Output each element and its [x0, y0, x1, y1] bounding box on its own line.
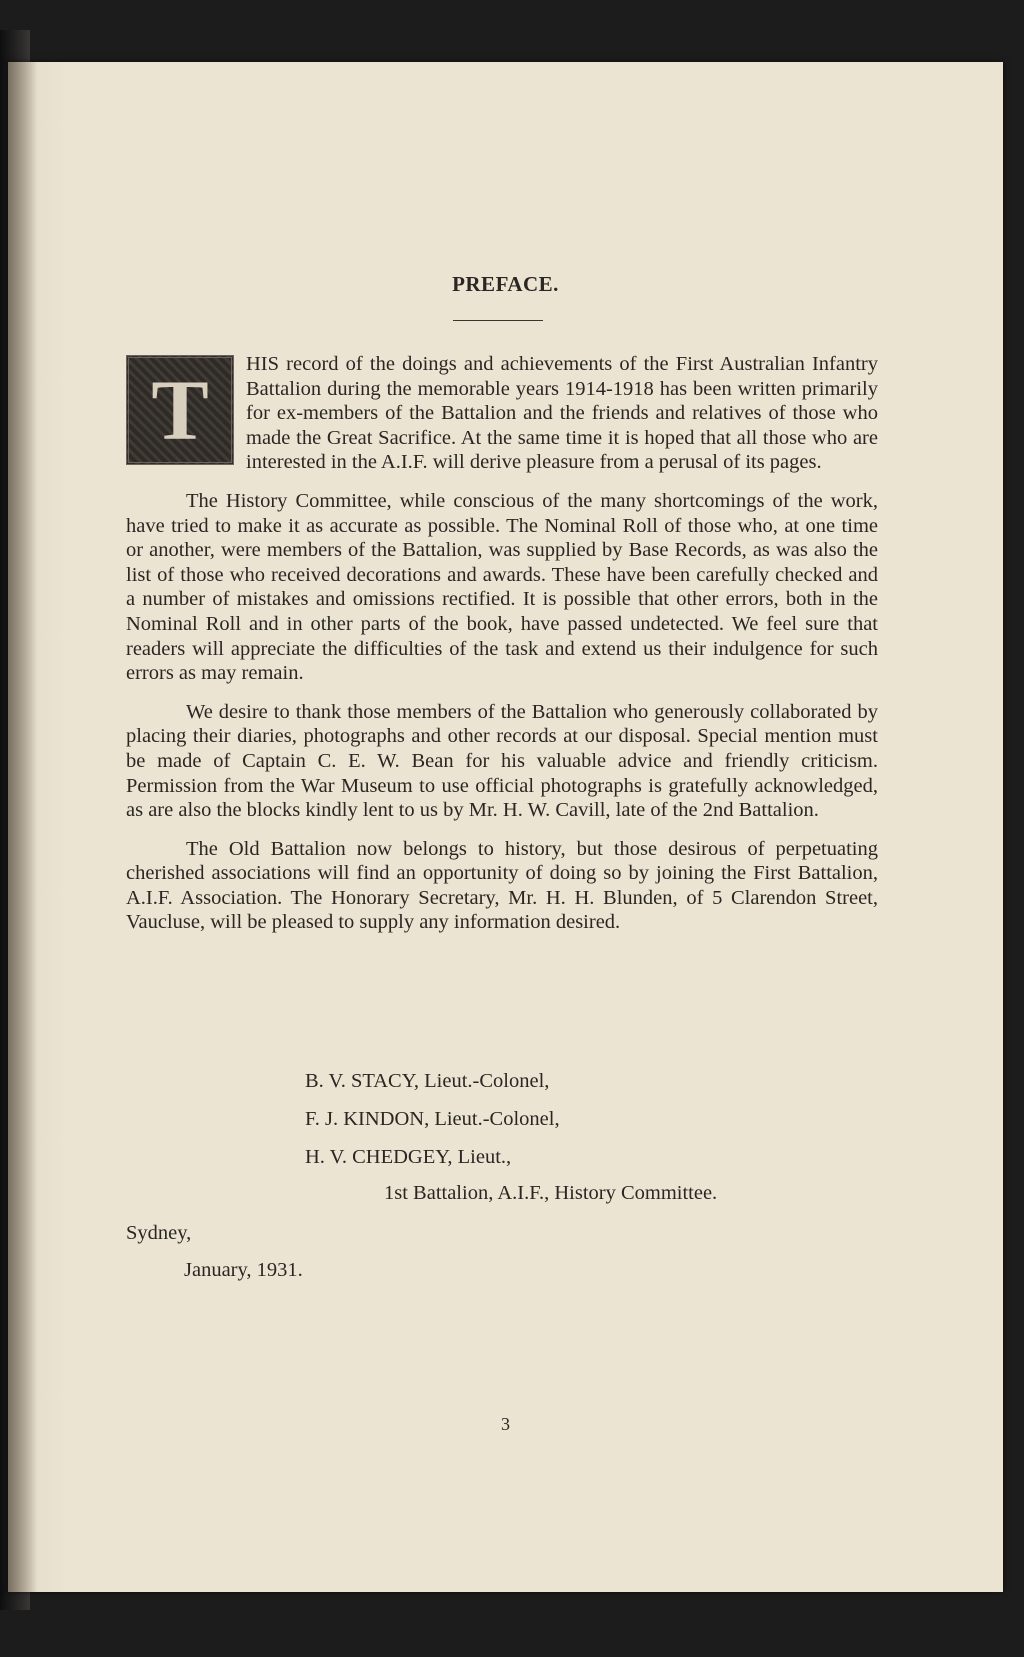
paragraph-1 — [126, 352, 878, 475]
book-page — [8, 62, 1003, 1592]
paragraph-4: The Old Battalion now belongs to history, but those desirous of perpetuating cherished associations will find an opportunity of doing so by joining the First Battalion, A.I.F. Association. The Honorary Secretary, Mr. H. H. Blunden, of 5 Clarendon Street, Vaucluse, will be pleased to supply any information desired. — [126, 837, 878, 934]
signatory-3: H. V. CHEDGEY, Lieut., — [305, 1146, 512, 1168]
signatory-1: B. V. STACY, Lieut.-Colonel, — [305, 1070, 550, 1092]
paragraph-2: The History Committee, while conscious of the many shortcomings of the work, have tried to make it as accurate as possible. The Nominal Roll of those who, at one time or another, were members of the Battalion, was supplied by Base Records, as was also the list of those who received decorations and awards. These have been carefully checked and a number of mistakes and omissions rectified. It is possible that other errors, both in the Nominal Roll and in other parts of the book, have passed undetected. We feel sure that readers will appreciate the difficulties of the task and extend us their indulgence for such errors as may remain. — [126, 489, 878, 685]
page-title: PREFACE. — [452, 272, 559, 296]
signatory-2: F. J. KINDON, Lieut.-Colonel, — [305, 1108, 560, 1130]
committee-line: 1st Battalion, A.I.F., History Committee. — [384, 1182, 718, 1204]
ornamental-drop-cap: T — [126, 355, 234, 465]
place-line: Sydney, — [126, 1222, 192, 1244]
paragraph-1-text: HIS record of the doings and achievements of the First Australian Infantry Battalion during the memorable years 1914-1918 has been written primarily for ex-members of the Battalion and the friends and relatives of those who made the Great Sacrifice. At the same time it is hoped that all those who are interested in the A.I.F. will derive pleasure from a perusal of its pages. — [246, 353, 878, 474]
date-line: January, 1931. — [184, 1259, 303, 1281]
page-number: 3 — [501, 1414, 510, 1434]
paragraph-3: We desire to thank those members of the Battalion who generously collaborated by placing their diaries, photographs and other records at our disposal. Special mention must be made of Captain C. E. W. Bean for his valuable advice and friendly criticism. Permission from the War Museum to use official photographs is gratefully acknowledged, as are also the blocks kindly lent to us by Mr. H. W. Cavill, late of the 2nd Battalion. — [126, 700, 878, 822]
preface-body — [126, 352, 878, 949]
title-rule — [453, 320, 543, 321]
